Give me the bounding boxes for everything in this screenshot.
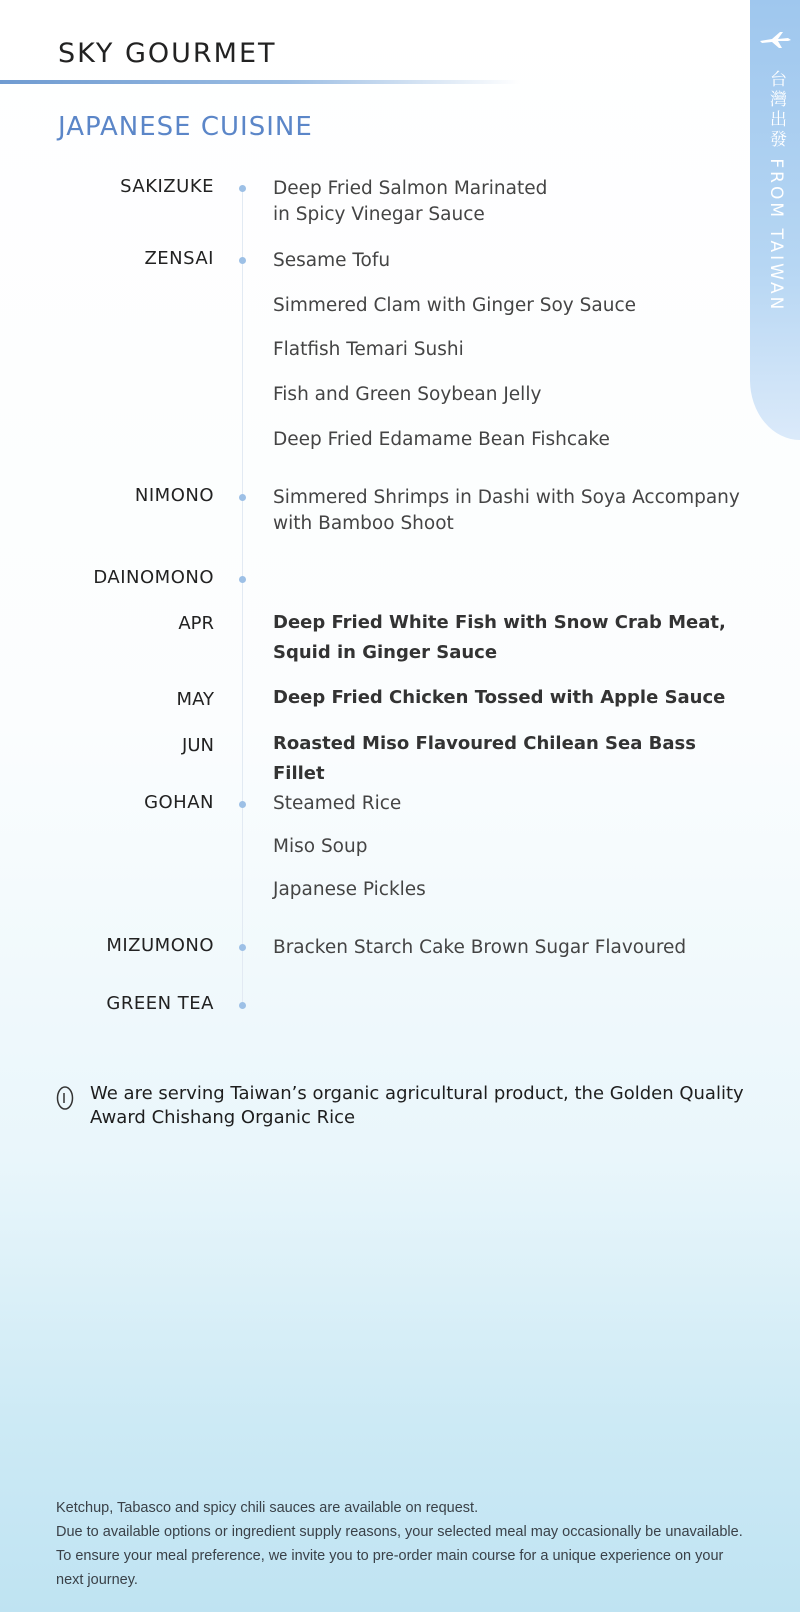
- page-title: SKY GOURMET: [58, 38, 277, 69]
- month-label-apr: APR: [178, 613, 214, 634]
- dish-item: Steamed Rice: [273, 793, 402, 814]
- dish-item: Simmered Shrimps in Dashi with Soya Accompany: [273, 487, 740, 508]
- course-dot: [239, 576, 246, 583]
- dish-item: Sesame Tofu: [273, 250, 391, 271]
- month-label-jun: JUN: [182, 735, 214, 756]
- footer-notes: [56, 1496, 746, 1592]
- course-label-dainomono: DAINOMONO: [93, 567, 214, 588]
- course-label-green-tea: GREEN TEA: [106, 993, 214, 1014]
- organic-rice-note: We are serving Taiwan’s organic agricultural product, the Golden Quality Award Chishang Organic Rice: [90, 1083, 744, 1128]
- course-label-nimono: NIMONO: [134, 485, 214, 506]
- side-tab-label: 台灣出發 FROM TAIWAN: [766, 70, 786, 313]
- dish-item: Simmered Clam with Ginger Soy Sauce: [273, 295, 636, 316]
- main-dish-apr: Deep Fried White Fish with Snow Crab Meat,: [273, 612, 726, 633]
- footer-availability-note: Due to available options or ingredient supply reasons, your selected meal may occasionally be unavailable. To ensure your meal preference, we invite you to pre-order main course for a unique experience on your next journey.: [56, 1524, 743, 1588]
- course-label-zensai: ZENSAI: [144, 248, 214, 269]
- timeline-line: [242, 188, 243, 1008]
- course-dot: [239, 185, 246, 192]
- course-dot: [239, 944, 246, 951]
- header-divider: [0, 80, 520, 84]
- dish-item: in Spicy Vinegar Sauce: [273, 204, 485, 225]
- dish-item: with Bamboo Shoot: [273, 513, 454, 534]
- course-dot: [239, 801, 246, 808]
- course-dot: [239, 494, 246, 501]
- footer-sauce-note: Ketchup, Tabasco and spicy chili sauces are available on request.: [56, 1500, 479, 1516]
- dish-item: Bracken Starch Cake Brown Sugar Flavoured: [273, 937, 687, 958]
- course-dot: [239, 257, 246, 264]
- cuisine-title: JAPANESE CUISINE: [58, 112, 313, 142]
- month-label-may: MAY: [176, 689, 214, 710]
- dish-item: Flatfish Temari Sushi: [273, 339, 464, 360]
- main-dish-may: Deep Fried Chicken Tossed with Apple Sauce: [273, 687, 726, 708]
- dish-item: Deep Fried Edamame Bean Fishcake: [273, 429, 610, 450]
- course-label-sakizuke: SAKIZUKE: [120, 176, 214, 197]
- rice-grain-icon: [55, 1083, 75, 1111]
- dish-item: Deep Fried Salmon Marinated: [273, 178, 548, 199]
- main-dish-apr: Squid in Ginger Sauce: [273, 642, 498, 663]
- dish-item: Japanese Pickles: [273, 879, 426, 900]
- main-dish-jun: Roasted Miso Flavoured Chilean Sea Bass Fillet: [273, 733, 696, 784]
- dish-item: Fish and Green Soybean Jelly: [273, 384, 542, 405]
- plane-icon: [758, 30, 792, 50]
- side-tab: [750, 0, 800, 440]
- course-label-mizumono: MIZUMONO: [106, 935, 214, 956]
- course-label-gohan: GOHAN: [144, 792, 214, 813]
- course-dot: [239, 1002, 246, 1009]
- dish-item: Miso Soup: [273, 836, 368, 857]
